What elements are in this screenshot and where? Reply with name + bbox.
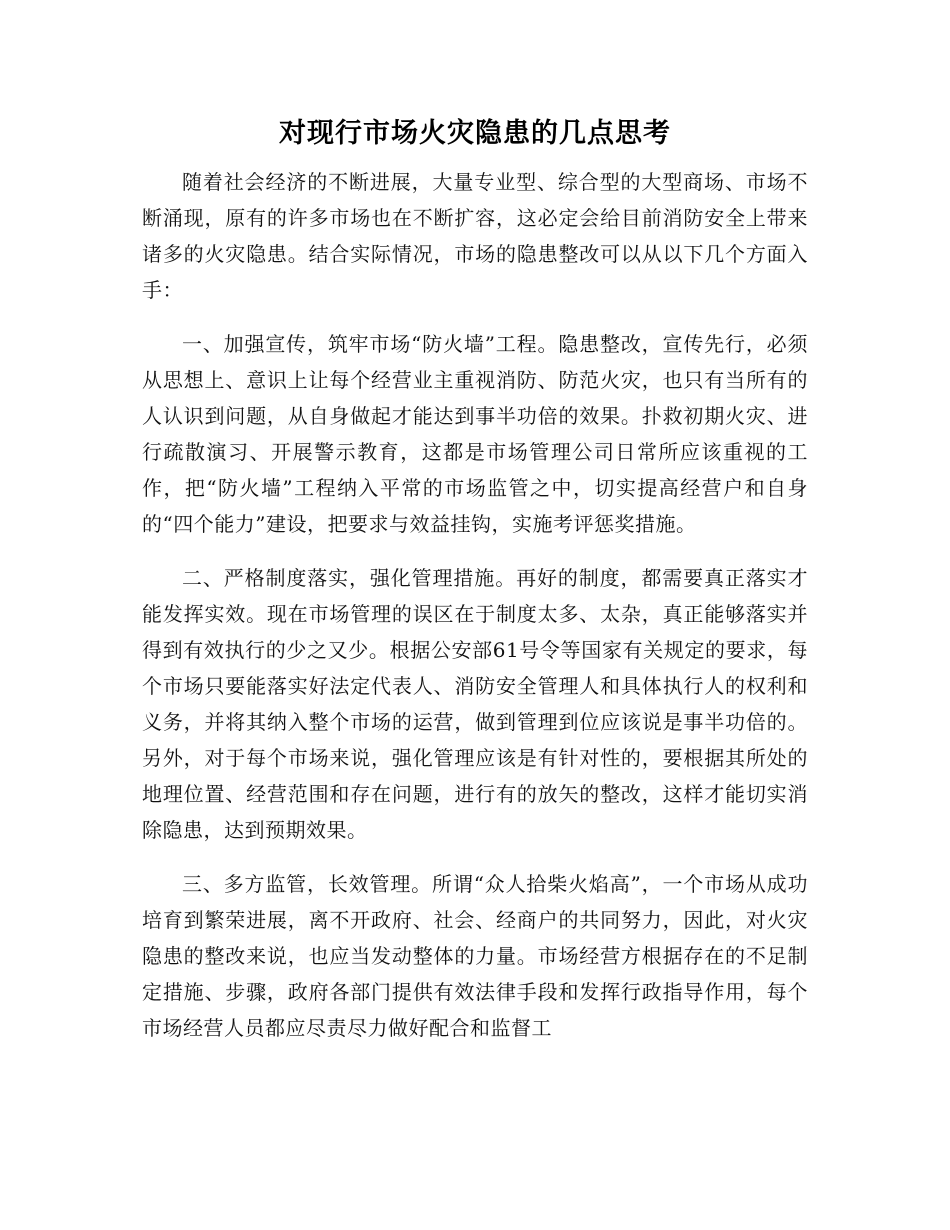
paragraph-section-1: 一、加强宣传，筑牢市场“防火墙”工程。隐患整改，宣传先行，必须从思想上、意识上让每个经营业主重视消防、防范火灾，也只有当所有的人认识到问题，从自身做起才能达到事半功倍的效果。扑救初期火灾、进行疏散演习、开展警示教育，这都是市场管理公司日常所应该重视的工作，把“防火墙”工程纳入平常的市场监管之中，切实提高经营户和自身的“四个能力”建设，把要求与效益挂钩，实施考评惩奖措施。	[142, 332, 808, 536]
document-page	[142, 106, 808, 1046]
paragraph-section-2: 二、严格制度落实，强化管理措施。再好的制度，都需要真正落实才能发挥实效。现在市场管理的误区在于制度太多、太杂，真正能够落实并得到有效执行的少之又少。根据公安部61号令等国家有关规定的要求，每个市场只要能落实好法定代表人、消防安全管理人和具体执行人的权利和义务，并将其纳入整个市场的运营，做到管理到位应该说是事半功倍的。另外，对于每个市场来说，强化管理应该是有针对性的，要根据其所处的地理位置、经营范围和存在问题，进行有的放矢的整改，这样才能切实消除隐患，达到预期效果。	[142, 566, 808, 842]
paragraph-intro: 随着社会经济的不断进展，大量专业型、综合型的大型商场、市场不断涌现，原有的许多市场也在不断扩容，这必定会给目前消防安全上带来诸多的火灾隐患。结合实际情况，市场的隐患整改可以从以下几个方面入手：	[142, 170, 808, 302]
document-title: 对现行市场火灾隐患的几点思考	[279, 118, 671, 149]
paragraph-section-3: 三、多方监管，长效管理。所谓“众人拾柴火焰高”，一个市场从成功培育到繁荣进展，离不开政府、社会、经商户的共同努力，因此，对火灾隐患的整改来说，也应当发动整体的力量。市场经营方根据存在的不足制定措施、步骤，政府各部门提供有效法律手段和发挥行政指导作用，每个市场经营人员都应尽责尽力做好配合和监督工	[142, 872, 808, 1040]
